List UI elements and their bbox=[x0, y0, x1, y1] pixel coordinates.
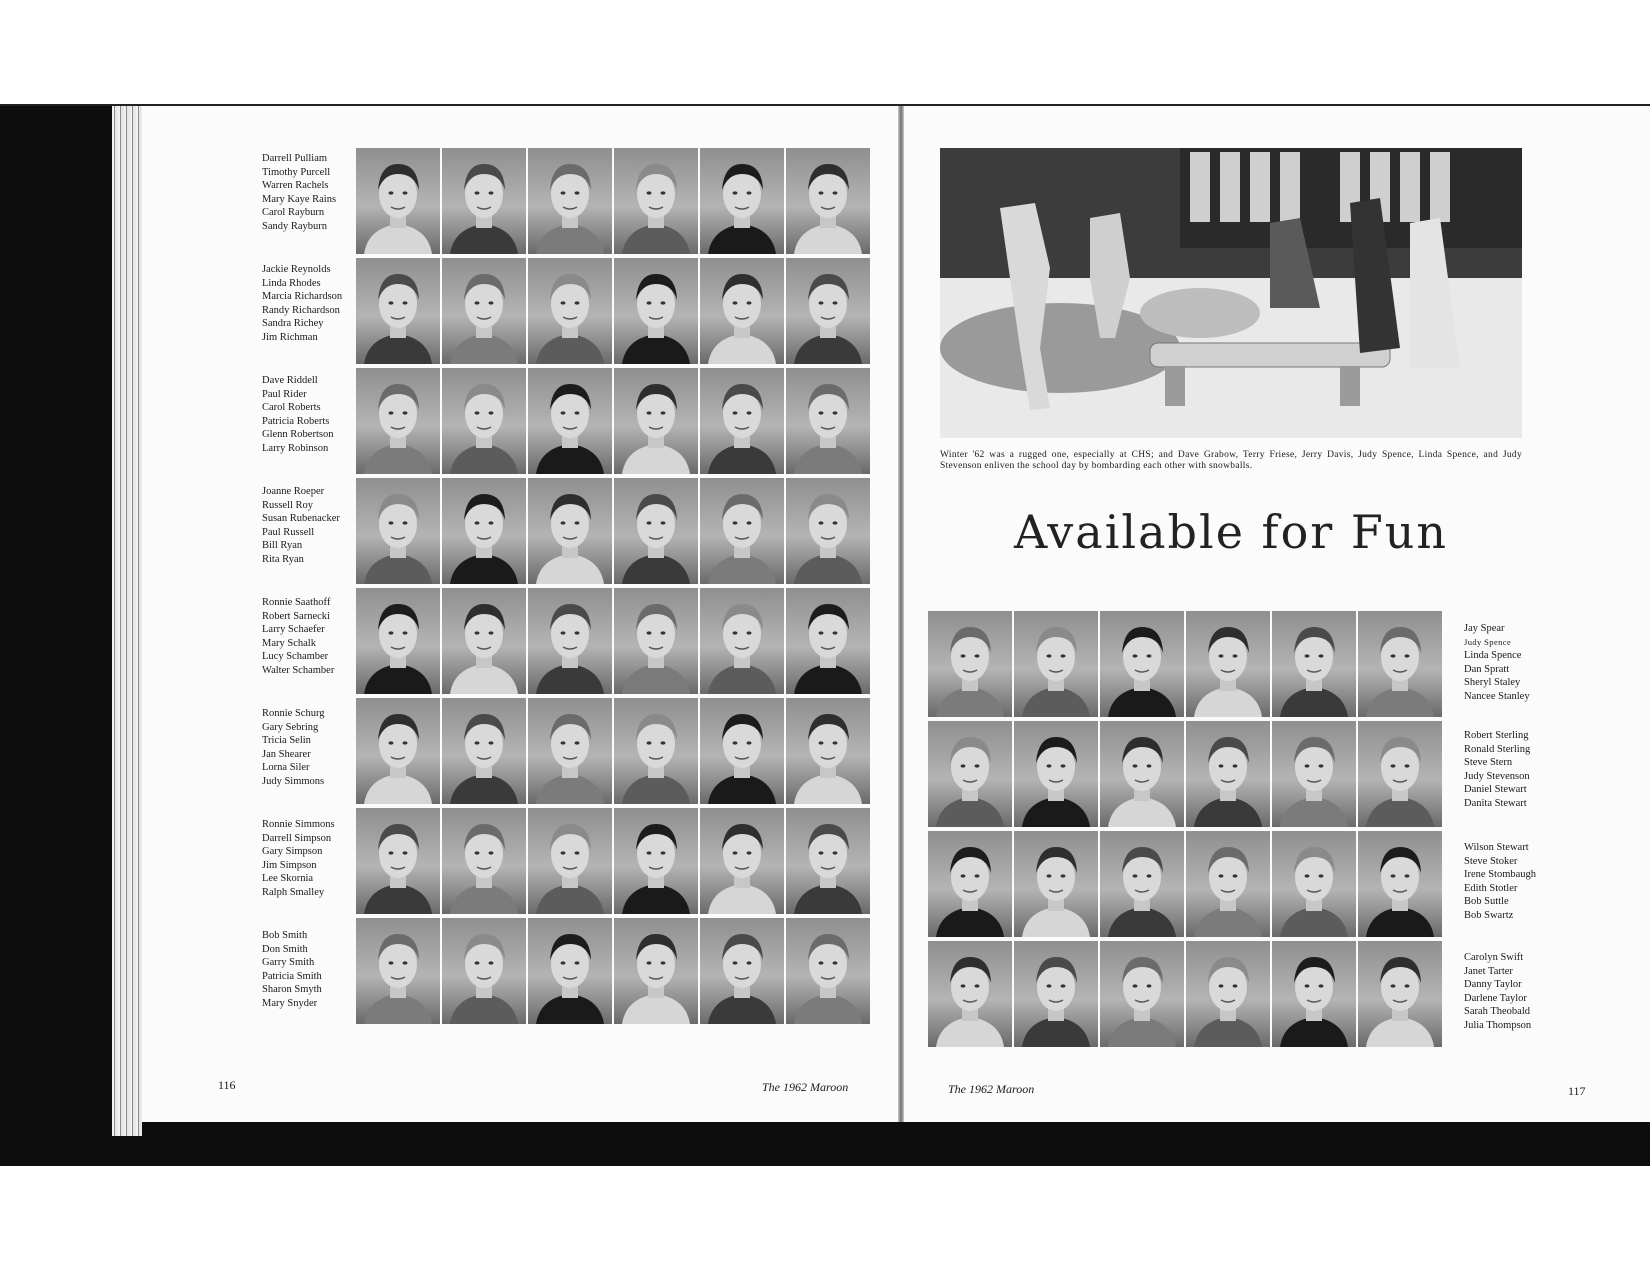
student-name: Jackie Reynolds bbox=[262, 264, 331, 275]
student-name: Mary Kaye Rains bbox=[262, 193, 337, 205]
student-name: Danny Taylor bbox=[1464, 979, 1522, 990]
student-name: Judy Spence bbox=[1464, 636, 1512, 647]
student-name: Robert Sterling bbox=[1464, 730, 1529, 741]
student-name: Marcia Richardson bbox=[262, 291, 343, 302]
student-portrait bbox=[928, 721, 1012, 827]
student-portrait bbox=[1100, 721, 1184, 827]
student-portrait bbox=[786, 148, 870, 254]
student-name: Paul Russell bbox=[262, 526, 315, 538]
name-list bbox=[262, 818, 335, 899]
student-portrait bbox=[614, 918, 698, 1024]
student-name: Lee Skornia bbox=[262, 873, 314, 884]
page-number-left: 116 bbox=[218, 1078, 236, 1092]
student-portrait bbox=[442, 698, 526, 804]
student-portrait bbox=[528, 808, 612, 914]
student-name: Nancee Stanley bbox=[1464, 690, 1530, 702]
scan-dark-bottom bbox=[0, 1120, 1650, 1166]
name-list bbox=[1464, 622, 1530, 703]
student-portrait bbox=[700, 808, 784, 914]
student-name: Wilson Stewart bbox=[1464, 842, 1529, 853]
student-portrait bbox=[356, 588, 440, 694]
student-name: Janet Tarter bbox=[1464, 965, 1513, 977]
book-gutter bbox=[898, 106, 904, 1122]
student-portrait bbox=[614, 698, 698, 804]
student-portrait bbox=[786, 698, 870, 804]
name-list bbox=[1464, 729, 1530, 810]
student-name: Lucy Schamber bbox=[262, 651, 329, 662]
photo-row bbox=[356, 808, 870, 914]
student-name: Darrell Pulliam bbox=[262, 153, 328, 164]
student-name: Sandra Richey bbox=[262, 318, 324, 329]
student-portrait bbox=[928, 611, 1012, 717]
student-portrait bbox=[356, 478, 440, 584]
student-name: Bob Suttle bbox=[1464, 896, 1509, 907]
student-name: Carol Rayburn bbox=[262, 207, 325, 218]
student-name: Irene Stombaugh bbox=[1464, 869, 1537, 880]
student-portrait bbox=[356, 368, 440, 474]
name-list bbox=[262, 263, 342, 344]
student-portrait bbox=[442, 258, 526, 364]
student-portrait bbox=[786, 368, 870, 474]
student-name: Steve Stoker bbox=[1464, 855, 1518, 867]
photo-row bbox=[928, 611, 1442, 717]
student-name: Ronnie Simmons bbox=[262, 819, 335, 830]
student-name: Linda Spence bbox=[1464, 650, 1522, 661]
student-portrait bbox=[700, 368, 784, 474]
student-portrait bbox=[356, 698, 440, 804]
student-name: Tricia Selin bbox=[262, 735, 311, 746]
name-list bbox=[262, 929, 322, 1010]
student-name: Lorna Siler bbox=[262, 762, 310, 773]
student-portrait bbox=[786, 258, 870, 364]
student-portrait bbox=[1100, 831, 1184, 937]
student-portrait bbox=[928, 831, 1012, 937]
student-name: Patricia Roberts bbox=[262, 415, 330, 427]
student-portrait bbox=[356, 808, 440, 914]
student-name: Jan Shearer bbox=[262, 748, 311, 760]
student-portrait bbox=[1014, 721, 1098, 827]
student-name: Gary Simpson bbox=[262, 846, 323, 857]
student-name: Timothy Purcell bbox=[262, 166, 331, 178]
student-name: Edith Stotler bbox=[1464, 882, 1518, 894]
student-portrait bbox=[786, 478, 870, 584]
student-portrait bbox=[1100, 941, 1184, 1047]
photo-row bbox=[356, 918, 870, 1024]
name-list bbox=[262, 485, 340, 566]
student-portrait bbox=[614, 258, 698, 364]
student-portrait bbox=[1272, 721, 1356, 827]
student-portrait bbox=[442, 368, 526, 474]
student-name: Julia Thompson bbox=[1464, 1019, 1532, 1031]
photo-row bbox=[928, 831, 1442, 937]
student-name: Don Smith bbox=[262, 943, 308, 955]
student-portrait bbox=[1358, 941, 1442, 1047]
student-name: Robert Sarnecki bbox=[262, 610, 330, 622]
student-name: Joanne Roeper bbox=[262, 486, 325, 497]
student-portrait bbox=[700, 148, 784, 254]
student-portrait bbox=[1014, 941, 1098, 1047]
page-number-right: 117 bbox=[1568, 1084, 1586, 1098]
name-list bbox=[1464, 841, 1536, 922]
book-binding-edge bbox=[112, 106, 142, 1136]
name-list bbox=[262, 596, 334, 677]
photo-row bbox=[356, 148, 870, 254]
student-portrait bbox=[1272, 831, 1356, 937]
student-name: Mary Schalk bbox=[262, 637, 316, 649]
student-name: Ronnie Schurg bbox=[262, 708, 325, 719]
student-portrait bbox=[614, 808, 698, 914]
student-portrait bbox=[700, 588, 784, 694]
student-portrait bbox=[442, 478, 526, 584]
student-name: Carolyn Swift bbox=[1464, 952, 1524, 963]
student-name: Linda Rhodes bbox=[262, 277, 321, 289]
student-name: Susan Rubenacker bbox=[262, 513, 340, 524]
student-name: Daniel Stewart bbox=[1464, 784, 1527, 795]
student-portrait bbox=[442, 588, 526, 694]
student-portrait bbox=[528, 588, 612, 694]
student-portrait bbox=[528, 698, 612, 804]
student-name: Steve Stern bbox=[1464, 757, 1513, 768]
student-portrait bbox=[614, 148, 698, 254]
student-name: Judy Simmons bbox=[262, 775, 325, 787]
student-portrait bbox=[1014, 831, 1098, 937]
student-portrait bbox=[614, 588, 698, 694]
student-portrait bbox=[786, 808, 870, 914]
photo-caption: Winter '62 was a rugged one, especially at CHS; and Dave Grabow, Terry Friese, Jerry Davis, Judy Spence, Linda Spence, and Judy Stevenson enliven the school day by bombarding each other with snowballs. bbox=[940, 450, 1522, 471]
student-name: Dan Spratt bbox=[1464, 663, 1510, 675]
student-portrait bbox=[442, 808, 526, 914]
student-portrait bbox=[1186, 831, 1270, 937]
student-name: Randy Richardson bbox=[262, 304, 340, 316]
student-name: Ronald Sterling bbox=[1464, 743, 1531, 755]
photo-row bbox=[356, 258, 870, 364]
student-name: Larry Robinson bbox=[262, 442, 329, 454]
student-portrait bbox=[786, 588, 870, 694]
student-portrait bbox=[1272, 611, 1356, 717]
student-portrait bbox=[356, 148, 440, 254]
student-portrait bbox=[614, 368, 698, 474]
student-name: Sheryl Staley bbox=[1464, 677, 1521, 688]
student-portrait bbox=[528, 148, 612, 254]
student-portrait bbox=[1100, 611, 1184, 717]
student-portrait bbox=[786, 918, 870, 1024]
name-list bbox=[262, 374, 333, 455]
student-portrait bbox=[700, 478, 784, 584]
student-portrait bbox=[442, 918, 526, 1024]
student-portrait bbox=[356, 918, 440, 1024]
student-name: Glenn Robertson bbox=[262, 429, 334, 440]
student-name: Walter Schamber bbox=[262, 664, 335, 676]
student-name: Rita Ryan bbox=[262, 553, 304, 565]
student-name: Warren Rachels bbox=[262, 180, 329, 191]
student-portrait bbox=[528, 918, 612, 1024]
student-name: Gary Sebring bbox=[262, 721, 319, 733]
photo-row bbox=[356, 478, 870, 584]
student-portrait bbox=[1358, 831, 1442, 937]
student-name: Bill Ryan bbox=[262, 540, 303, 551]
student-name: Russell Roy bbox=[262, 499, 314, 511]
student-name: Larry Schaefer bbox=[262, 624, 325, 635]
photo-row bbox=[356, 588, 870, 694]
student-name: Darrell Simpson bbox=[262, 832, 332, 844]
student-name: Sharon Smyth bbox=[262, 984, 322, 995]
student-portrait bbox=[700, 698, 784, 804]
student-name: Ralph Smalley bbox=[262, 886, 325, 898]
student-portrait bbox=[528, 368, 612, 474]
name-list bbox=[1464, 951, 1531, 1032]
student-portrait bbox=[1186, 721, 1270, 827]
name-list bbox=[262, 707, 325, 788]
page-headline: Available for Fun bbox=[1013, 505, 1449, 559]
student-portrait bbox=[528, 478, 612, 584]
student-portrait bbox=[614, 478, 698, 584]
student-portrait bbox=[1186, 941, 1270, 1047]
student-portrait bbox=[356, 258, 440, 364]
student-name: Dave Riddell bbox=[262, 375, 318, 386]
student-portrait bbox=[1358, 721, 1442, 827]
student-portrait bbox=[528, 258, 612, 364]
photo-row bbox=[356, 368, 870, 474]
student-portrait bbox=[1186, 611, 1270, 717]
student-portrait bbox=[700, 918, 784, 1024]
student-portrait bbox=[1358, 611, 1442, 717]
student-name: Jim Richman bbox=[262, 331, 318, 343]
student-portrait bbox=[1014, 611, 1098, 717]
photo-row bbox=[356, 698, 870, 804]
student-name: Danita Stewart bbox=[1464, 797, 1527, 809]
footer-left: The 1962 Maroon bbox=[762, 1080, 849, 1094]
scan-dark-margin bbox=[0, 106, 118, 1166]
student-name: Paul Rider bbox=[262, 388, 307, 400]
student-portrait bbox=[700, 258, 784, 364]
winter-snowball-photo bbox=[940, 148, 1522, 438]
student-name: Garry Smith bbox=[262, 957, 315, 968]
student-name: Ronnie Saathoff bbox=[262, 597, 331, 608]
student-name: Jim Simpson bbox=[262, 859, 317, 871]
student-name: Darlene Taylor bbox=[1464, 992, 1527, 1004]
student-portrait bbox=[1272, 941, 1356, 1047]
student-name: Mary Snyder bbox=[262, 997, 318, 1009]
student-portrait bbox=[928, 941, 1012, 1047]
student-portrait bbox=[442, 148, 526, 254]
student-name: Patricia Smith bbox=[262, 970, 322, 982]
photo-row bbox=[928, 721, 1442, 827]
photo-row bbox=[928, 941, 1442, 1047]
student-name: Judy Stevenson bbox=[1464, 770, 1530, 782]
student-name: Carol Roberts bbox=[262, 402, 321, 413]
student-name: Bob Swartz bbox=[1464, 909, 1514, 921]
footer-right: The 1962 Maroon bbox=[948, 1082, 1035, 1096]
student-name: Bob Smith bbox=[262, 930, 308, 941]
student-name: Jay Spear bbox=[1464, 623, 1505, 634]
student-name: Sandy Rayburn bbox=[262, 220, 328, 232]
name-list bbox=[262, 152, 336, 233]
student-name: Sarah Theobald bbox=[1464, 1006, 1530, 1017]
